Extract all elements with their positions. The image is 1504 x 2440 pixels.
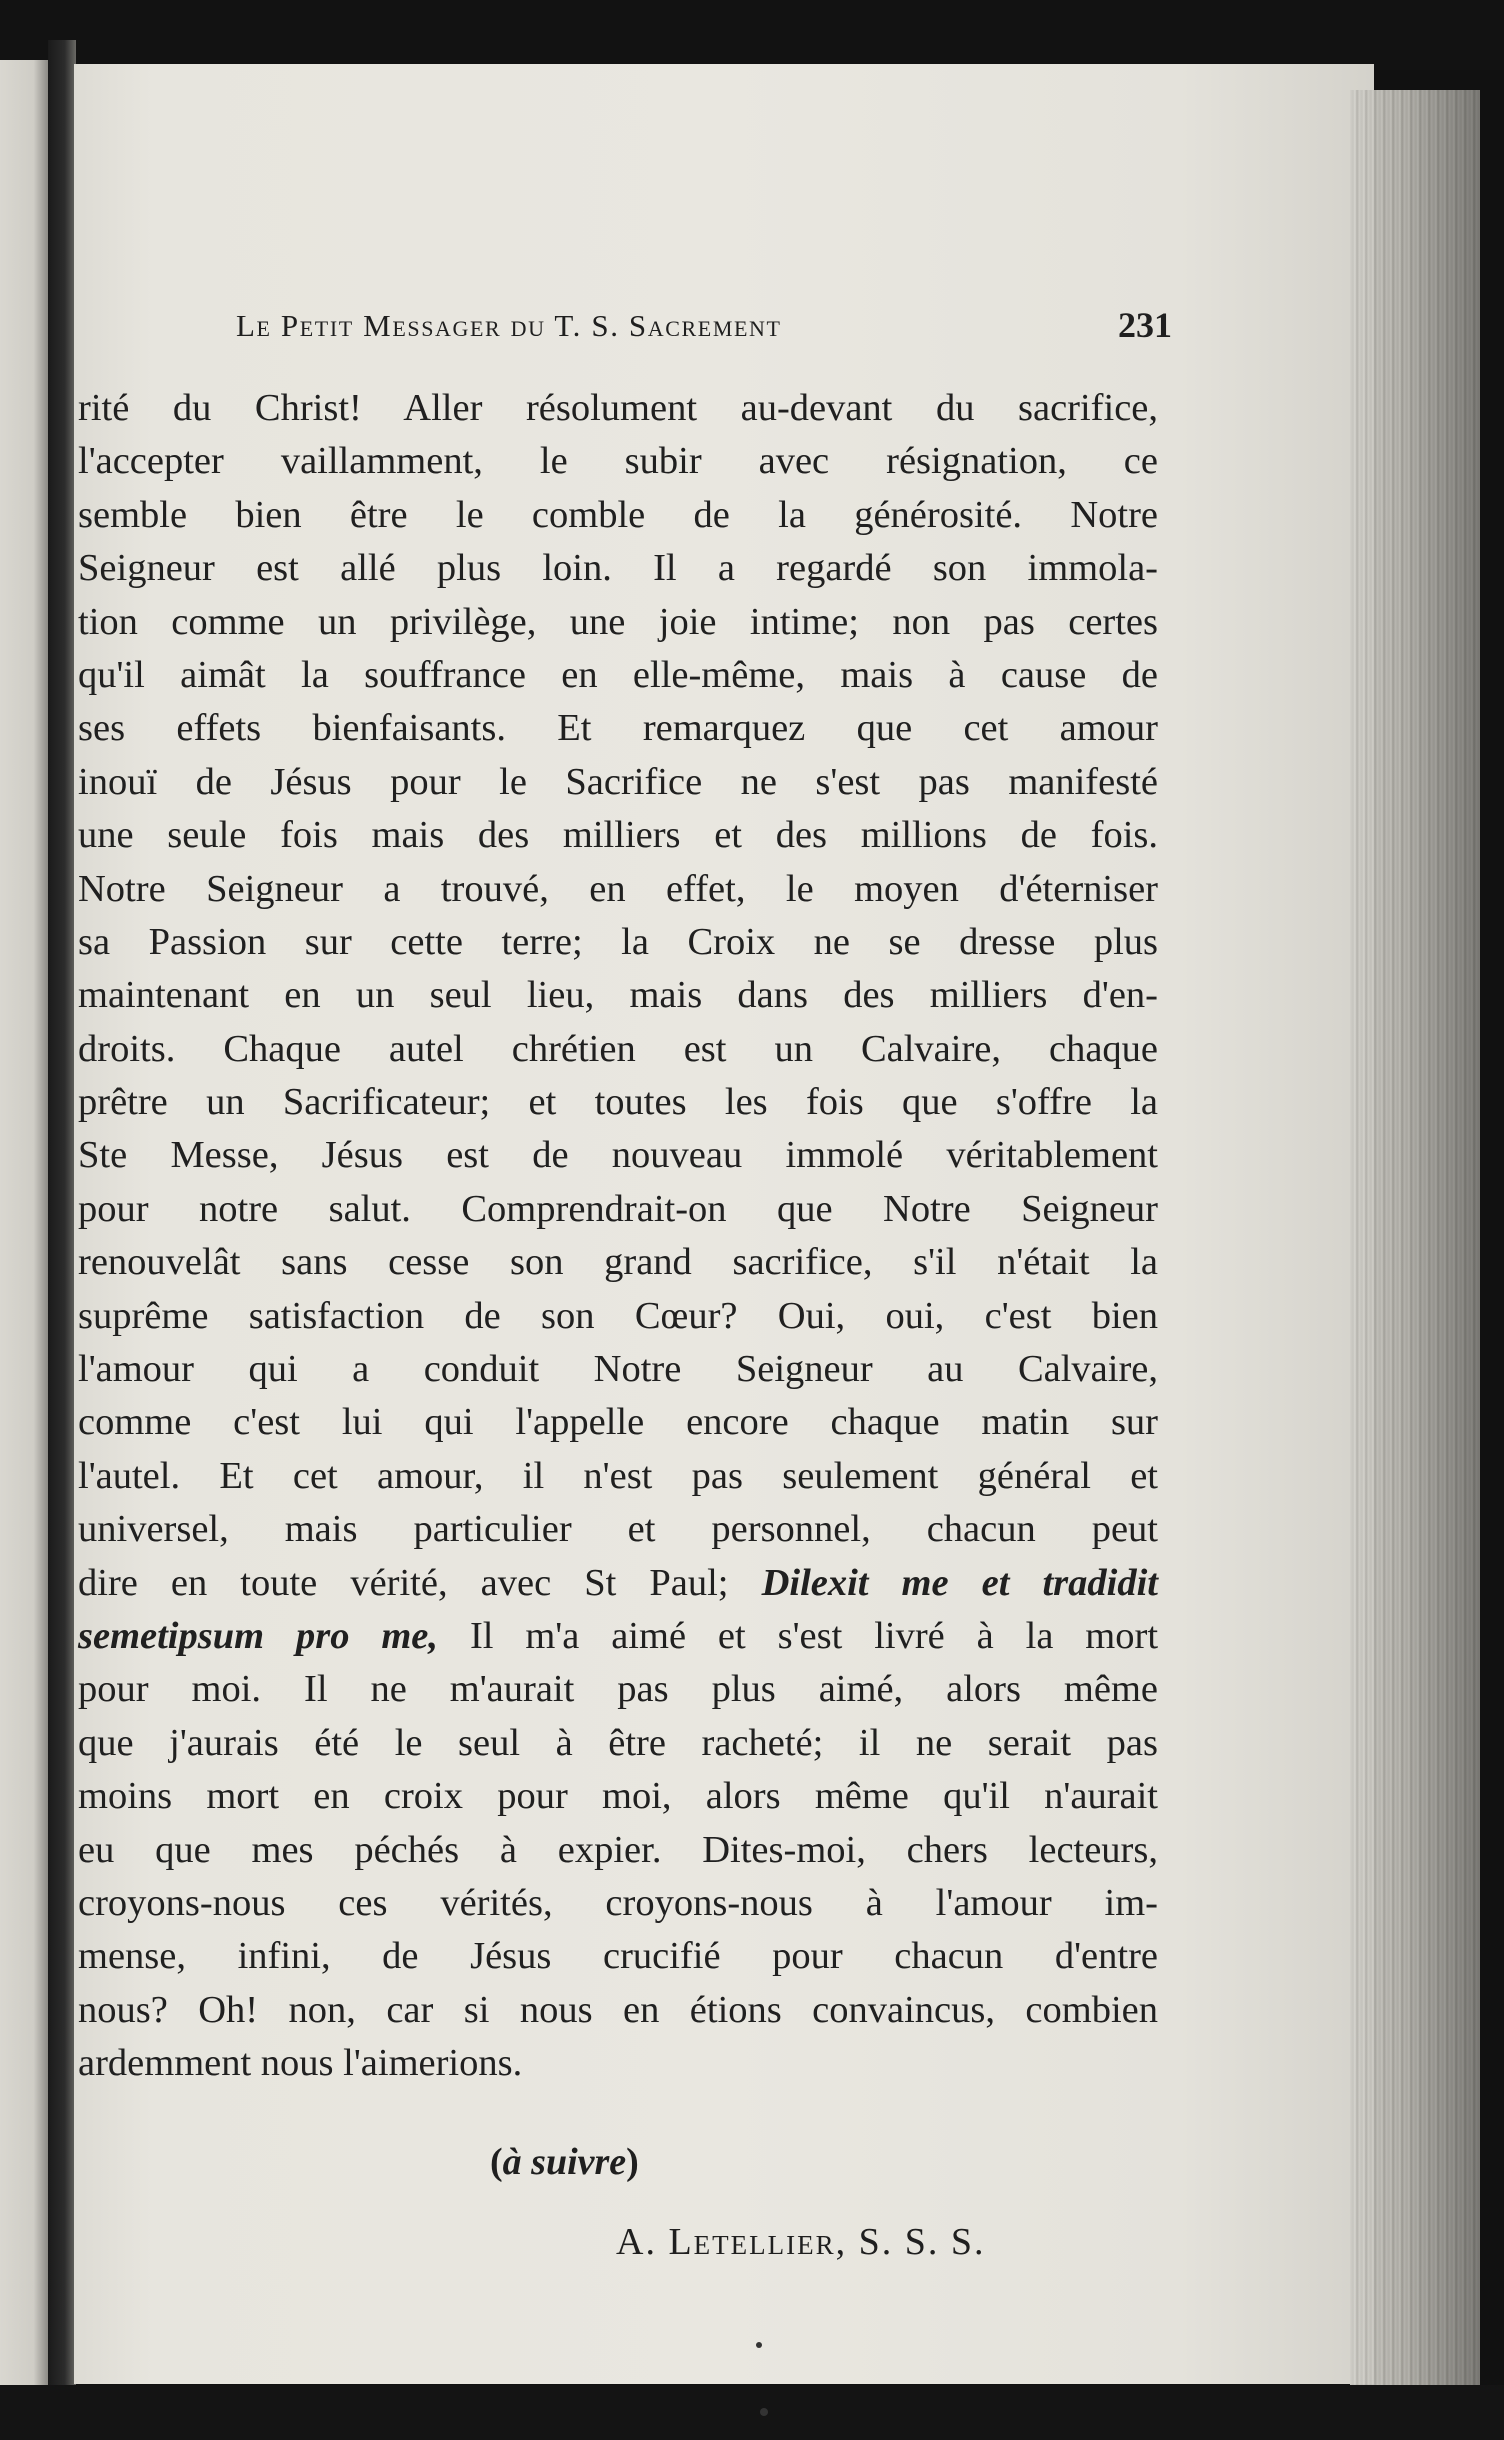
- text-line: rité du Christ! Aller résolument au-devant du sacrifice,: [78, 387, 1158, 429]
- text-line: que j'aurais été le seul à être racheté; il ne serait pas: [78, 1721, 1158, 1764]
- text-line: ses effets bienfaisants. Et remarquez que cet amour: [78, 707, 1158, 750]
- latin-quote-part2: semetipsum pro me,: [78, 1614, 439, 1657]
- text-segment: dire en toute vérité, avec St Paul;: [78, 1561, 729, 1604]
- body-text: [78, 382, 1158, 2091]
- text-line: maintenant en un seul lieu, mais dans des milliers d'en-: [78, 974, 1158, 1017]
- text-line: moins mort en croix pour moi, alors même qu'il n'aurait: [78, 1775, 1158, 1818]
- text-line: croyons-nous ces vérités, croyons-nous à l'amour im-: [78, 1881, 1158, 1924]
- adjacent-page-edge: [0, 60, 48, 2420]
- text-line: droits. Chaque autel chrétien est un Calvaire, chaque: [78, 1027, 1158, 1070]
- text-line: Notre Seigneur a trouvé, en effet, le moyen d'éterniser: [78, 867, 1158, 910]
- text-line: universel, mais particulier et personnel, chacun peut: [78, 1508, 1158, 1551]
- text-line: Ste Messe, Jésus est de nouveau immolé véritablement: [78, 1134, 1158, 1177]
- running-head: [236, 302, 1172, 352]
- text-line: Seigneur est allé plus loin. Il a regardé son immola-: [78, 547, 1158, 590]
- text-line: ardemment nous l'aimerions.: [78, 2042, 523, 2085]
- text-line: qu'il aimât la souffrance en elle-même, mais à cause de: [78, 653, 1158, 696]
- text-line: inouï de Jésus pour le Sacrifice ne s'est pas manifesté: [78, 760, 1158, 803]
- text-line: l'autel. Et cet amour, il n'est pas seulement général et: [78, 1454, 1158, 1497]
- text-line: pour notre salut. Comprendrait-on que Notre Seigneur: [78, 1187, 1158, 1230]
- page-number: 231: [1118, 305, 1172, 345]
- text-line: une seule fois mais des milliers et des millions de fois.: [78, 814, 1158, 857]
- text-line-mixed: [78, 1610, 1158, 1663]
- text-line-mixed: [78, 1557, 1158, 1610]
- book-gutter: [48, 40, 76, 2440]
- text-line: semble bien être le comble de la générosité. Notre: [78, 493, 1158, 536]
- text-line: suprême satisfaction de son Cœur? Oui, oui, c'est bien: [78, 1294, 1158, 1337]
- text-segment: Il m'a aimé et s'est livré à la mort: [469, 1614, 1159, 1657]
- text-line: sa Passion sur cette terre; la Croix ne se dresse plus: [78, 920, 1158, 963]
- text-line: comme c'est lui qui l'appelle encore chaque matin sur: [78, 1401, 1158, 1444]
- text-line: eu que mes péchés à expier. Dites-moi, chers lecteurs,: [78, 1828, 1158, 1871]
- running-title: Le Petit Messager du T. S. Sacrement: [236, 308, 782, 343]
- text-line: tion comme un privilège, une joie intime; non pas certes: [78, 600, 1158, 643]
- page-edges-shading: [1350, 90, 1480, 2390]
- text-line: nous? Oh! non, car si nous en étions convaincus, combien: [78, 1988, 1158, 2031]
- scan-bottom-border: [0, 2385, 1504, 2440]
- text-line: mense, infini, de Jésus crucifié pour chacun d'entre: [78, 1935, 1158, 1978]
- continued-text: à suivre: [502, 2141, 627, 2183]
- ink-speck: [760, 2408, 768, 2416]
- text-line: renouvelât sans cesse son grand sacrifice, s'il n'était la: [78, 1241, 1158, 1284]
- latin-quote-part1: Dilexit me et tradidit: [761, 1561, 1158, 1604]
- author-signature: A. Letellier, S. S. S.: [616, 2221, 986, 2263]
- text-line: pour moi. Il ne m'aurait pas plus aimé, alors même: [78, 1668, 1158, 1711]
- text-line: l'accepter vaillamment, le subir avec résignation, ce: [78, 440, 1158, 483]
- text-line: prêtre un Sacrificateur; et toutes les fois que s'offre la: [78, 1081, 1158, 1124]
- text-line: l'amour qui a conduit Notre Seigneur au Calvaire,: [78, 1348, 1158, 1391]
- scan-top-border: [0, 0, 1504, 70]
- ink-speck: [756, 2342, 762, 2348]
- continued-note: (à suivre): [490, 2141, 639, 2183]
